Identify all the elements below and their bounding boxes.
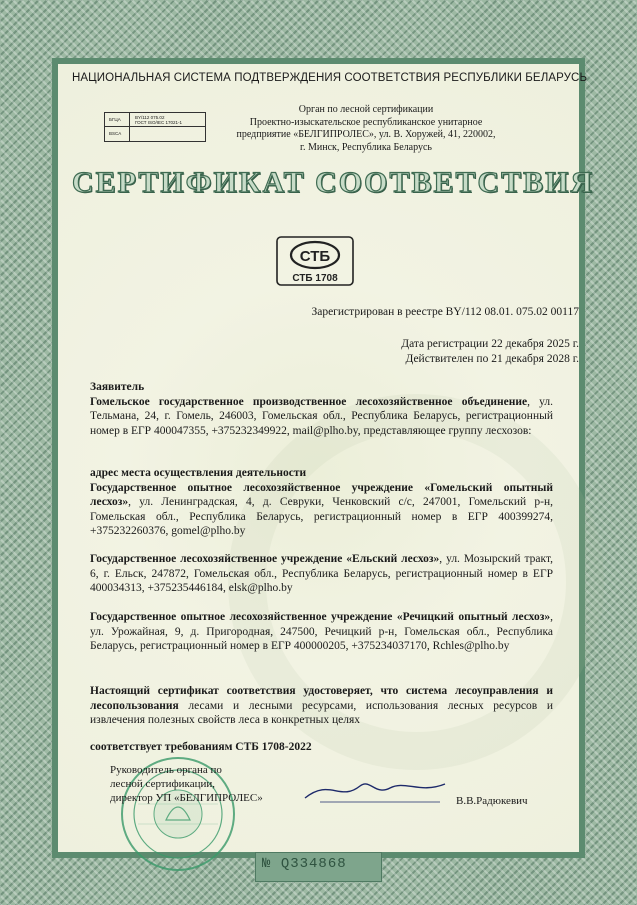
- certificate-title: СЕРТИФИКАТ СООТВЕТСТВИЯ: [72, 166, 595, 199]
- organ-line: г. Минск, Республика Беларусь: [300, 141, 432, 153]
- signatory-line: Руководитель органа по: [110, 764, 222, 776]
- signatory-name: В.В.Радюкевич: [456, 795, 528, 807]
- table-cell: BY/112 075.02: [135, 115, 165, 120]
- organ-line: Проектно-изыскательское республиканское унитарное: [249, 116, 483, 128]
- conformity-text: соответствует требованиям СТБ 1708-2022: [90, 741, 312, 753]
- accreditation-table: [104, 112, 206, 142]
- table-divider: [105, 126, 205, 127]
- site-entry: [90, 610, 553, 654]
- registration-date: Дата регистрации 22 декабря 2025 г.: [401, 338, 579, 350]
- applicant-name: Гомельское государственное производственное лесохозяйственное объединение: [90, 395, 528, 408]
- table-divider: [129, 113, 130, 141]
- table-cell: БГЦА: [109, 117, 121, 122]
- valid-until-date: Действителен по 21 декабря 2028 г.: [405, 353, 579, 365]
- statement-bold: Настоящий сертификат соответствия удостоверяет, что система лесоуправления и лесопользования: [90, 685, 553, 712]
- organ-line: предприятие «БЕЛГИПРОЛЕС», ул. В. Хоружей, 41, 220002,: [236, 129, 496, 140]
- stb-label: СТБ 1708: [292, 273, 338, 284]
- signature-icon: [300, 768, 450, 808]
- site-name: Государственное лесохозяйственное учреждение «Ельский лесхоз»: [90, 553, 440, 565]
- site-name: Государственное опытное лесохозяйственное учреждение «Речицкий опытный лесхоз»: [90, 611, 551, 623]
- conformity-line: [90, 740, 553, 755]
- signatory-block: [110, 764, 263, 805]
- signatory-line: директор УП «БЕЛГИПРОЛЕС»: [110, 791, 263, 804]
- table-cell: BSCA: [109, 131, 122, 136]
- applicant-heading: Заявитель: [90, 381, 145, 393]
- certification-statement: [90, 684, 553, 728]
- site-entry: [90, 552, 553, 596]
- registry-number: Зарегистрирован в реестре BY/112 08.01. 075.02 00117: [311, 306, 579, 318]
- site-details: , ул. Урожайная, 9, д. Пригородная, 247500, Речицкий р-н, Гомельская обл., Республика Беларусь, регистрационный номер в ЕГР 400000205, +375234037170, Rchles@plho.by: [90, 611, 553, 653]
- applicant-section: [90, 380, 553, 438]
- serial-value: Q334868: [280, 856, 347, 872]
- site-name: Государственное опытное лесохозяйственное учреждение «Гомельский опытный лесхоз»: [90, 481, 553, 509]
- svg-text:СТБ: СТБ: [299, 248, 331, 265]
- system-title: НАЦИОНАЛЬНАЯ СИСТЕМА ПОДТВЕРЖДЕНИЯ СООТВЕТСТВИЯ РЕСПУБЛИКИ БЕЛАРУСЬ: [72, 72, 588, 84]
- signatory-line: лесной сертификации,: [110, 777, 215, 790]
- site-details: , ул. Мозырский тракт, 6, г. Ельск, 247872, Гомельская обл., Республика Беларусь, регистрационный номер в ЕГР 400034313, +375235446184, elsk@plho.by: [90, 553, 554, 595]
- serial-number: [262, 856, 347, 872]
- site-details: , ул. Ленинградская, 4, д. Севруки, Ченковский с/с, 247001, Гомельский р-н, Гомельская обл., Республика Беларусь, регистрационный номер в ЕГР 400399274, +375232260376, gomel@plho.by: [90, 496, 553, 538]
- table-cell: ГОСТ ISO/IEC 17021-1: [135, 120, 183, 125]
- site-section: [90, 466, 553, 539]
- applicant-details: , ул. Тельмана, 24, г. Гомель, 246003, Гомельская обл., Республика Беларусь, регистрационный номер в ЕГР 400047355, +375232349922, mail@plho.by, представляющее группу лесхозов:: [90, 395, 553, 437]
- site-heading: адрес места осуществления деятельности: [90, 467, 307, 479]
- statement-text: лесами и лесными ресурсами, использования лесных ресурсов и извлечения полезных свойств леса в конкретных целях: [90, 699, 553, 727]
- organ-line: Орган по лесной сертификации: [298, 104, 434, 115]
- certification-body: [226, 104, 506, 154]
- serial-prefix: №: [262, 856, 272, 872]
- stb-mark-icon: [276, 236, 354, 286]
